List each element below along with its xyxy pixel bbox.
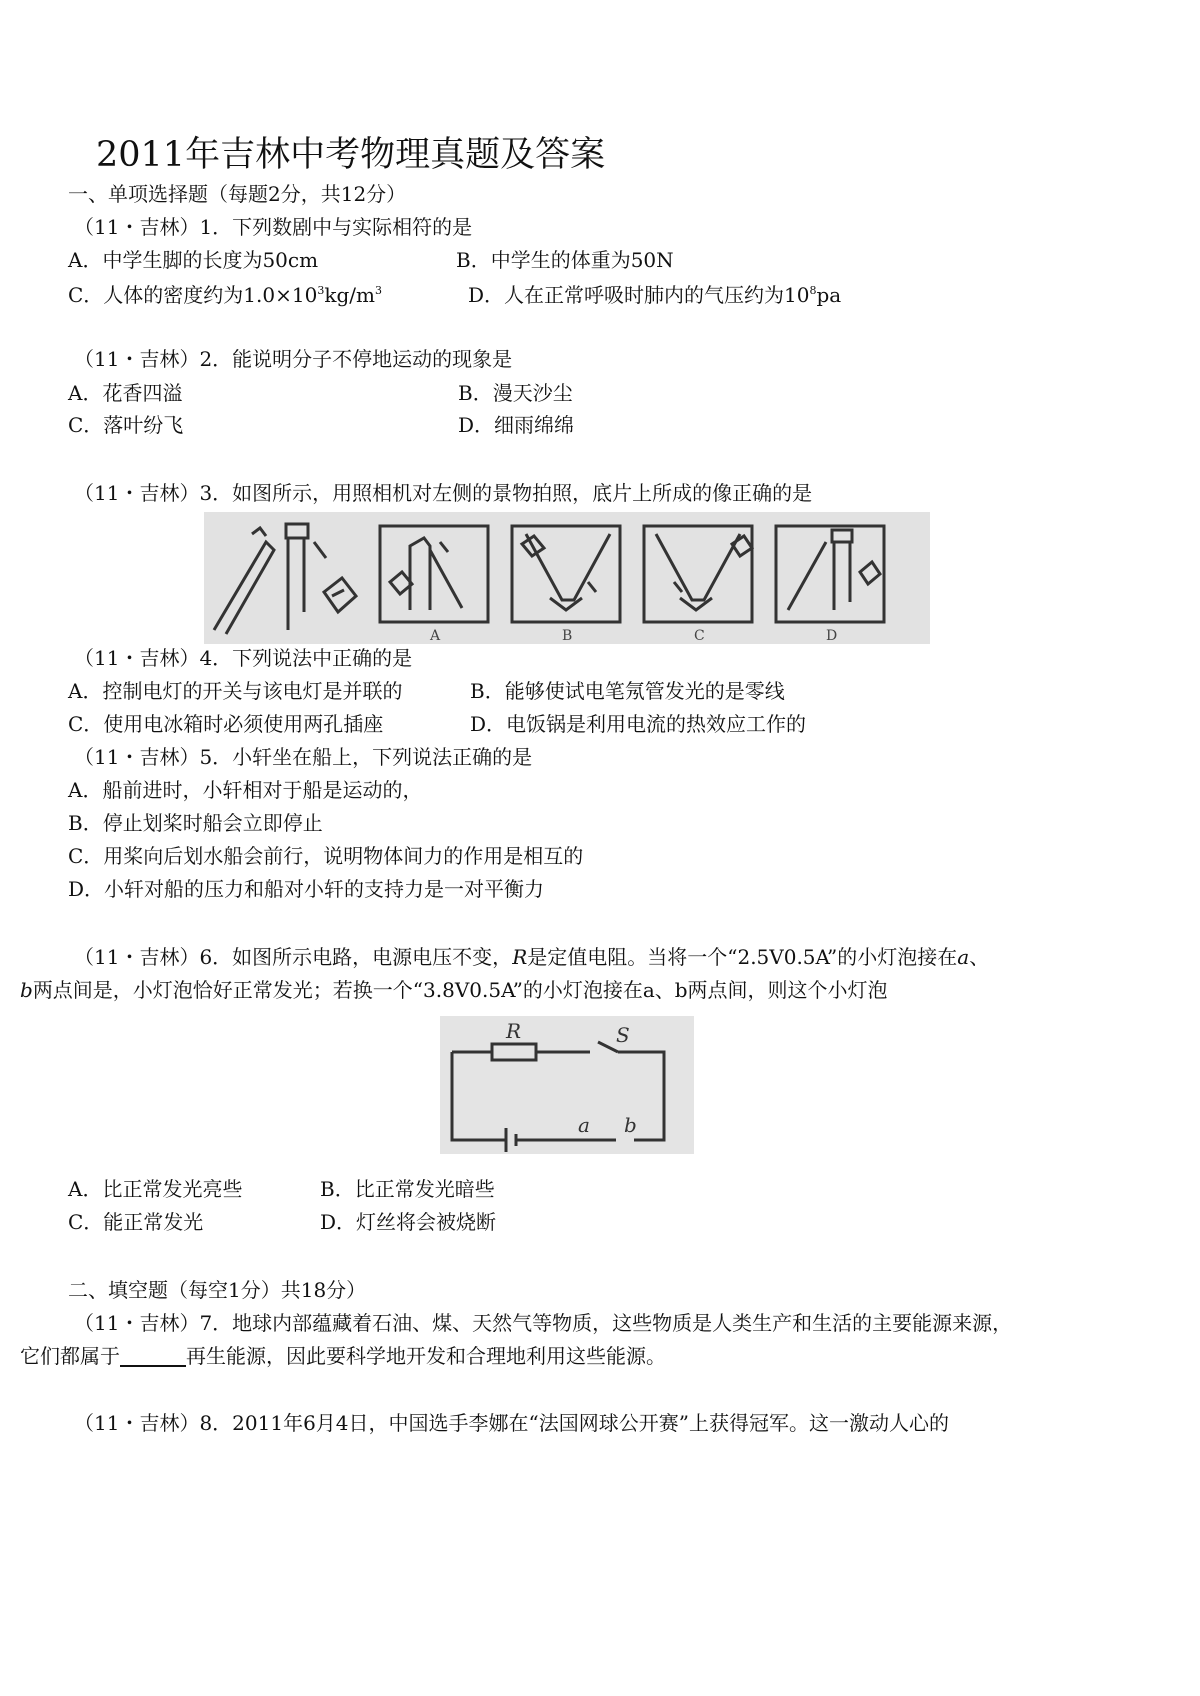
question-1-option-b: B．中学生的体重为50N [456, 248, 674, 272]
page-title: 2011年吉林中考物理真题及答案 [96, 135, 606, 175]
figure-label-b: B [562, 628, 573, 644]
question-2-option-c: C．落叶纷飞 [68, 413, 184, 437]
question-6-option-d: D．灯丝将会被烧断 [320, 1210, 497, 1234]
question-4-option-d: D．电饭锅是利用电流的热效应工作的 [470, 712, 807, 736]
question-5-stem: （11・吉林）5．小轩坐在船上，下列说法正确的是 [74, 745, 533, 769]
figure-label-d: D [826, 628, 838, 644]
section-heading-choice: 一、单项选择题（每题2分，共12分） [68, 182, 407, 206]
question-8-line-1: （11・吉林）8．2011年6月4日，中国选手李娜在“法国网球公开赛”上获得冠军。这一激动人心的 [74, 1411, 949, 1435]
circuit-label-r: R [506, 1019, 522, 1043]
question-1-option-d: D．人在正常呼吸时肺内的气压约为$10^8pa$ [468, 283, 842, 307]
question-5-option-a: A．船前进时，小轩相对于船是运动的， [68, 778, 423, 802]
question-7-line-1: （11・吉林）7．地球内部蕴藏着石油、煤、天然气等物质，这些物质是人类生产和生活的主要能源来源， [74, 1311, 1013, 1335]
question-2-option-d: D．细雨绵绵 [458, 413, 575, 437]
question-6-option-b: B．比正常发光暗些 [320, 1177, 495, 1201]
question-6-circuit-figure [440, 1016, 694, 1154]
question-7-line-2: 它们都属于 再生能源，因此要科学地开发和合理地利用这些能源。 [20, 1344, 666, 1368]
question-4-stem: （11・吉林）4．下列说法中正确的是 [74, 646, 413, 670]
question-3-figure [204, 512, 930, 644]
question-2-option-b: B．漫天沙尘 [458, 381, 573, 405]
circuit-label-b: b [624, 1113, 637, 1137]
question-2-option-a: A．花香四溢 [68, 381, 183, 405]
question-6-option-c: C．能正常发光 [68, 1210, 204, 1234]
figure-label-a: A [430, 628, 441, 644]
question-5-option-d: D．小轩对船的压力和船对小轩的支持力是一对平衡力 [68, 877, 545, 901]
question-5-option-c: C．用桨向后划水船会前行，说明物体间力的作用是相互的 [68, 844, 584, 868]
question-4-option-a: A．控制电灯的开关与该电灯是并联的 [68, 679, 403, 703]
answer-blank [120, 1343, 186, 1367]
question-3-stem: （11・吉林）3．如图所示，用照相机对左侧的景物拍照，底片上所成的像正确的是 [74, 481, 813, 505]
question-1-option-a: A．中学生脚的长度为50cm [68, 248, 319, 272]
circuit-label-a: a [578, 1113, 590, 1137]
section-heading-fill: 二、填空题（每空1分）共18分） [68, 1278, 367, 1302]
question-6-line-1: （11・吉林）6．如图所示电路，电源电压不变，R是定值电阻。当将一个“2.5V0.5A”的小灯泡接在a、 [74, 945, 990, 969]
question-1-option-c: C．人体的密度约为$1.0\times 10^3kg/m^3$ [68, 283, 382, 307]
circuit-label-s: S [616, 1023, 630, 1047]
question-1-stem: （11・吉林）1．下列数剧中与实际相符的是 [74, 215, 473, 239]
figure-label-c: C [694, 628, 705, 644]
question-2-stem: （11・吉林）2．能说明分子不停地运动的现象是 [74, 347, 513, 371]
question-4-option-b: B．能够使试电笔氖管发光的是零线 [470, 679, 785, 703]
question-6-option-a: A．比正常发光亮些 [68, 1177, 243, 1201]
question-4-option-c: C．使用电冰箱时必须使用两孔插座 [68, 712, 384, 736]
question-6-line-2: b两点间是，小灯泡恰好正常发光；若换一个“3.8V0.5A”的小灯泡接在a、b两点间，则这个小灯泡 [20, 978, 888, 1002]
question-5-option-b: B．停止划桨时船会立即停止 [68, 811, 323, 835]
